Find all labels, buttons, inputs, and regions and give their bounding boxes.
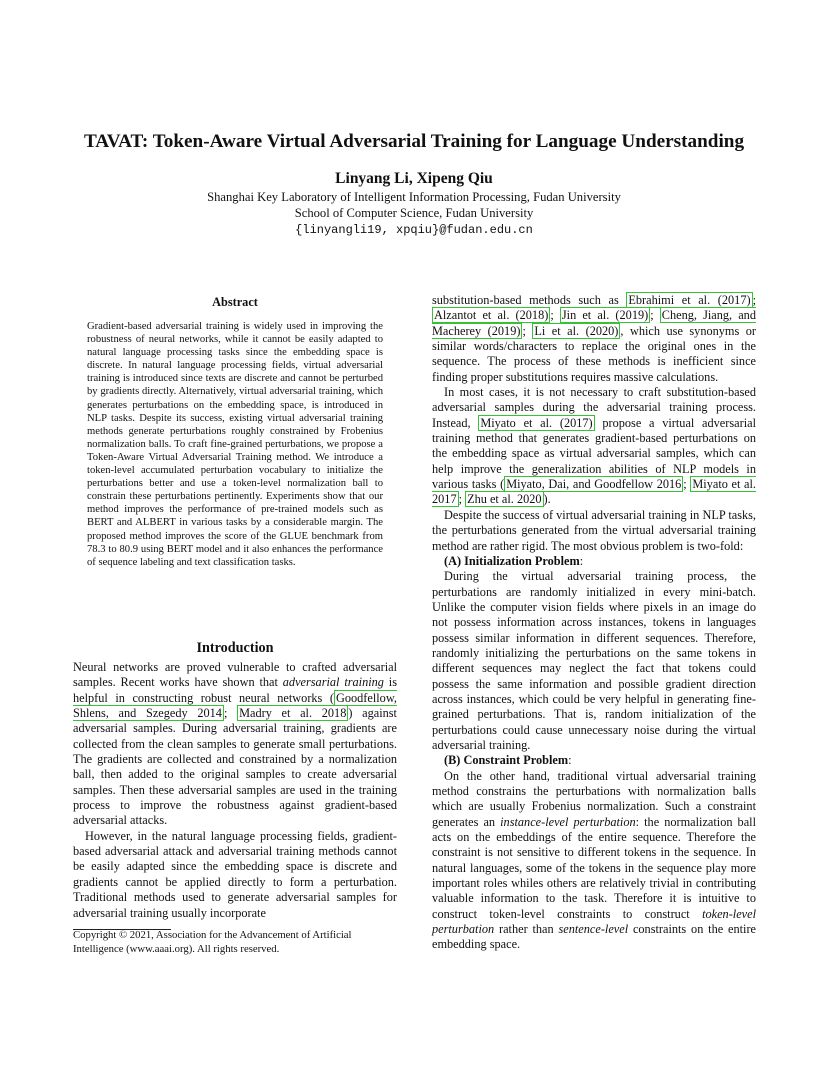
emphasis-text: token-level perturbation: [432, 906, 756, 937]
right-paragraph-2: [432, 385, 756, 508]
abstract-text: Gradient-based adversarial training is widely used in improving the robustness of neural networks, while it cannot be easily adapted to natural language processing tasks since the embedding space is discrete. In natural language processing fields, virtual adversarial training is introduced since texts are discrete and cannot be perturbed by gradients directly. Alternatively, virtual adversarial training, which generates perturbations on the embedding space, is introduced in NLP tasks. Despite its success, existing virtual adversarial training methods generate perturbations roughly constrained by Frobenius normalization balls. To craft fine-grained perturbations, we propose a Token-Aware Virtual Adversarial Training method. We introduce a token-level accumulated perturbation vocabulary to initialize the perturbations better and use a token-level normalization ball to constrain these perturbations pertinently. Experiments show that our method improves the performance of pre-trained models such as BERT and ALBERT in various tasks by a considerable margin. The proposed method improves the score of the GLUE benchmark from 78.3 to 80.9 using BERT model and it also enhances the performance of sequence labeling and text classification tasks.: [87, 321, 383, 568]
citation-link[interactable]: Miyato et al. 2017: [432, 477, 756, 507]
abstract-heading: Abstract: [212, 295, 258, 309]
introduction-body: [73, 660, 397, 921]
email-users: {linyangli19, xpqiu}: [295, 223, 440, 237]
citation-link[interactable]: Miyato, Dai, and Goodfellow 2016: [506, 477, 682, 492]
text-run: ;: [752, 293, 756, 307]
text-run: On the other hand, traditional virtual adversarial training method constrains the perturbations with normalization balls which are usually Frobenius normalization. Such a constraint generates an: [432, 768, 756, 829]
text-run: ;: [522, 323, 533, 338]
citation-link[interactable]: Madry et al. 2018: [239, 706, 347, 721]
subheading-text: (A) Initialization Problem: [444, 553, 580, 568]
right-paragraph-4: During the virtual adversarial training process, the perturbations are randomly initialized in every mini-batch. Unlike the computer vision fields where pixels in an image do not possess information across instances, tokens in languages possess similar information in different sequences. Therefore, randomly initializing the perturbations on the same tokens in different sequences may neglect the fact that tokens could possess the same information and possible gradient direction across instances, which could be very helpful in generating fine-grained perturbations. That is, random initialization of the perturbations could cause unnecessary noise during the virtual adversarial training.: [432, 569, 756, 752]
affiliation-block: [40, 189, 788, 221]
citation-link[interactable]: Zhu et al. 2020: [467, 492, 542, 507]
text-run: : the normalization ball acts on the embeddings of the entire sequence. Therefore the constraint is not sensitive to different tokens in the sequence. In natural languages, some of the tokens in the sequence play more important roles whiles others are relatively trivial in contributing valuable information to the task. Therefore it is intuitive to construct token-level constraints to construct: [432, 814, 756, 921]
right-paragraph-1: [432, 293, 756, 385]
subheading-colon: :: [568, 753, 572, 768]
text-run: substitution-based methods such as: [432, 293, 627, 307]
citation-link[interactable]: Miyato et al. (2017): [480, 415, 593, 430]
text-run: In most cases, it is not necessary to craft substitution-based adversarial samples during the adversarial training process. Instead,: [432, 385, 756, 430]
copyright-footnote: Copyright © 2021, Association for the Advancement of Artificial Intelligence (www.aaai.org). All rights reserved.: [73, 929, 352, 955]
subheading-text: (B) Constraint Problem: [444, 753, 569, 768]
citation-link[interactable]: Goodfellow, Shlens, and Szegedy 2014: [73, 690, 397, 721]
text-run: propose a virtual adversarial training method that generates gradient-based perturbations on the embedding space as virtual adversarial samples, which can help improve the generalization abilities of NLP models in various tasks (: [432, 415, 756, 492]
right-column: [432, 293, 756, 953]
text-run: ;: [683, 477, 691, 492]
right-paragraph-3: Despite the success of virtual adversarial training in NLP tasks, the perturbations generated from the virtual adversarial training method are rather rigid. The most obvious problem is two-fold:: [432, 507, 756, 553]
text-run: ;: [458, 492, 466, 507]
citation-link[interactable]: Ebrahimi et al. (2017): [628, 293, 751, 307]
text-run: Neural networks are proved vulnerable to crafted adversarial samples. Recent works have shown that: [73, 660, 397, 690]
right-paragraph-5: [432, 769, 756, 953]
text-run: constraints on the entire embedding space.: [432, 922, 756, 952]
subheading-colon: :: [579, 553, 584, 568]
paper-authors: Linyang Li, Xipeng Qiu: [335, 170, 493, 187]
text-run: ) against adversarial samples. During adversarial training, gradients are collected from the clean samples to generate small perturbations. The gradients are collected and constrained by a normalization ball, then added to the original samples to create adversarial samples. Then these adversarial samples are used in the training process to improve the robustness against gradient-based adversarial attacks.: [73, 706, 397, 828]
citation-link[interactable]: Jin et al. (2019): [561, 308, 649, 323]
text-run: rather than: [494, 922, 559, 937]
text-run: is helpful in constructing robust neural networks (: [73, 675, 398, 705]
emphasis-text: adversarial training: [282, 675, 384, 690]
intro-paragraph-1: [73, 660, 397, 829]
subheading-initialization: [432, 554, 756, 569]
introduction-heading: Introduction: [196, 640, 274, 656]
text-run: ;: [223, 706, 238, 721]
text-run: ;: [550, 308, 560, 323]
text-run: , which use synonyms or similar words/characters to replace the original ones in the sequence. The process of these methods is inefficient since finding proper substitutions requires massive calculations.: [432, 323, 757, 384]
affiliation-line-1: Shanghai Key Laboratory of Intelligent Information Processing, Fudan University: [207, 190, 621, 204]
intro-paragraph-2: However, in the natural language processing fields, gradient-based adversarial attack and adversarial training methods cannot be easily adapted since the embedding space is discrete and gradients cannot be applied directly to form a perturbation. Traditional methods used to generate adversarial samples for adversarial training usually incorporate: [73, 828, 397, 920]
citation-link[interactable]: Cheng, Jiang, and Macherey (2019): [432, 308, 756, 338]
author-email: [40, 221, 788, 238]
emphasis-text: sentence-level: [558, 922, 629, 937]
affiliation-line-2: School of Computer Science, Fudan University: [294, 206, 534, 220]
paper-title: TAVAT: Token-Aware Virtual Adversarial Training for Language Understanding: [83, 131, 745, 152]
subheading-constraint: [432, 753, 756, 768]
citation-link[interactable]: Li et al. (2020): [534, 323, 619, 338]
citation-link[interactable]: Alzantot et al. (2018): [434, 308, 549, 323]
emphasis-text: instance-level perturbation: [500, 814, 636, 829]
text-run: ).: [543, 492, 551, 507]
text-run: ;: [650, 308, 660, 323]
email-domain: @fudan.edu.cn: [439, 223, 533, 237]
